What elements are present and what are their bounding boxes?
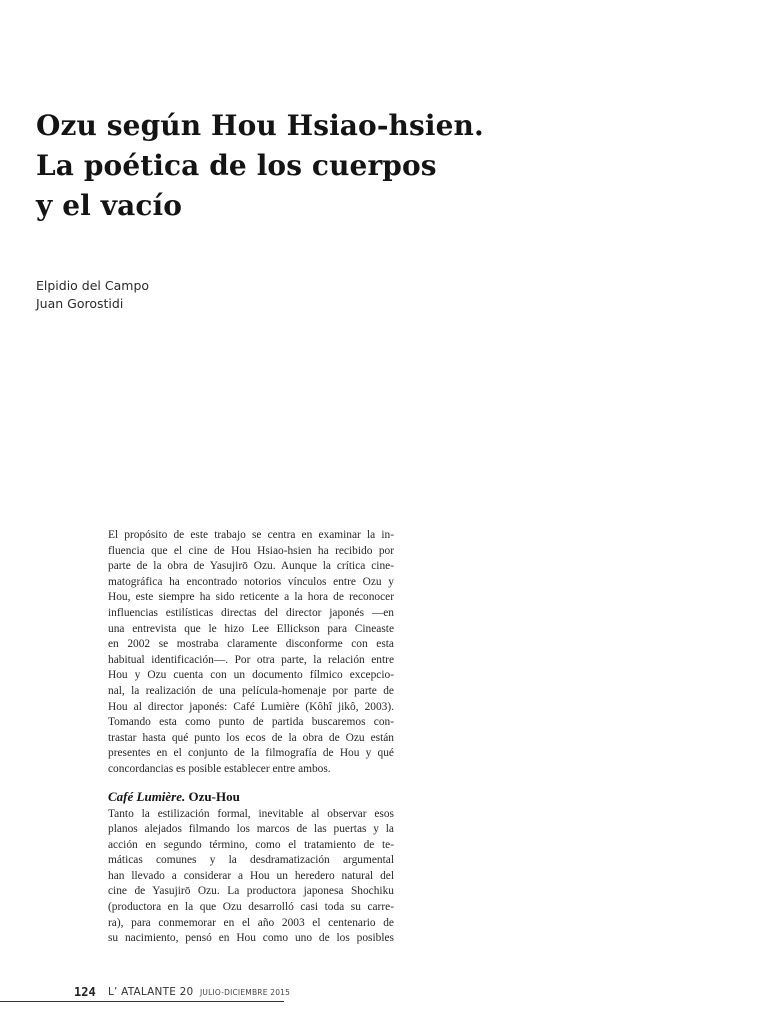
body-line: su nacimiento, pensó en Hou como uno de los posibles xyxy=(108,932,394,945)
body-line: han llevado a considerar a Hou un heredero natural del xyxy=(108,869,394,882)
footer-rule xyxy=(0,1001,284,1002)
journal-name: L’ ATALANTE 20 xyxy=(108,986,194,998)
author-name: Juan Gorostidi xyxy=(36,296,124,311)
title-line: La poética de los cuerpos xyxy=(36,149,437,182)
abstract-line: fluencia que el cine de Hou Hsiao-hsien ha recibido por xyxy=(108,544,394,557)
abstract-line: parte de la obra de Yasujirō Ozu. Aunque la crítica cine- xyxy=(108,560,394,573)
page-number: 124 xyxy=(74,985,96,999)
abstract-line: concordancias es posible establecer entre ambos. xyxy=(108,762,331,775)
body-line: (productora en la que Ozu desarrolló casi toda su carre- xyxy=(108,901,394,914)
issue-date: JULIO-DICIEMBRE 2015 xyxy=(200,988,291,997)
title-line: Ozu según Hou Hsiao-hsien. xyxy=(36,109,484,142)
body-line: Tanto la estilización formal, inevitable al observar esos xyxy=(108,807,394,820)
abstract-line: Tomando esta como punto de partida buscaremos con- xyxy=(108,716,394,729)
abstract-line: El propósito de este trabajo se centra en examinar la in- xyxy=(108,529,394,541)
abstract-line: matográfica ha encontrado notorios vínculos entre Ozu y xyxy=(108,575,394,588)
section-cafe-lumiere xyxy=(108,788,394,947)
abstract-line: una entrevista que le hizo Lee Ellickson para Cineaste xyxy=(108,622,394,635)
abstract-line: en 2002 se mostraba claramente disconforme con esta xyxy=(108,638,394,651)
abstract-line: influencias estilísticas directas del director japonés —en xyxy=(108,606,394,619)
section-heading xyxy=(108,788,394,806)
body-line: cine de Yasujirō Ozu. La productora japonesa Shochiku xyxy=(108,885,394,898)
body-line: planos alejados filmando los marcos de las puertas y la xyxy=(108,823,394,836)
body-line: máticas comunes y la desdramatización argumental xyxy=(108,854,394,867)
author-list xyxy=(36,277,149,313)
abstract-line: trastar hasta qué punto los ecos de la obra de Ozu están xyxy=(108,731,394,744)
abstract-line: Hou y Ozu cuenta con un documento fílmico excepcio- xyxy=(108,669,394,682)
abstract-line: Hou al director japonés: Café Lumière (Kôhî jikô, 2003). xyxy=(108,700,394,713)
abstract-line: nal, la realización de una película-homenaje por parte de xyxy=(108,684,394,697)
section-heading-rest: Ozu-Hou xyxy=(185,788,240,804)
page-footer xyxy=(0,984,300,1002)
abstract-line: presentes en el conjunto de la filmografía de Hou y qué xyxy=(108,747,394,760)
article-title xyxy=(36,106,696,226)
author-name: Elpidio del Campo xyxy=(36,278,150,293)
abstract xyxy=(108,528,394,778)
body-line: acción en segundo término, como el tratamiento de te- xyxy=(108,838,394,851)
title-line: y el vacío xyxy=(36,189,182,222)
abstract-line: Hou, este siempre ha sido reticente a la hora de reconocer xyxy=(108,591,394,604)
body-column xyxy=(108,528,394,947)
body-line: ra), para conmemorar en el año 2003 el centenario de xyxy=(108,916,394,929)
section-heading-italic: Café Lumière. xyxy=(108,788,186,804)
abstract-line: habitual identificación—. Por otra parte, la relación entre xyxy=(108,653,394,666)
